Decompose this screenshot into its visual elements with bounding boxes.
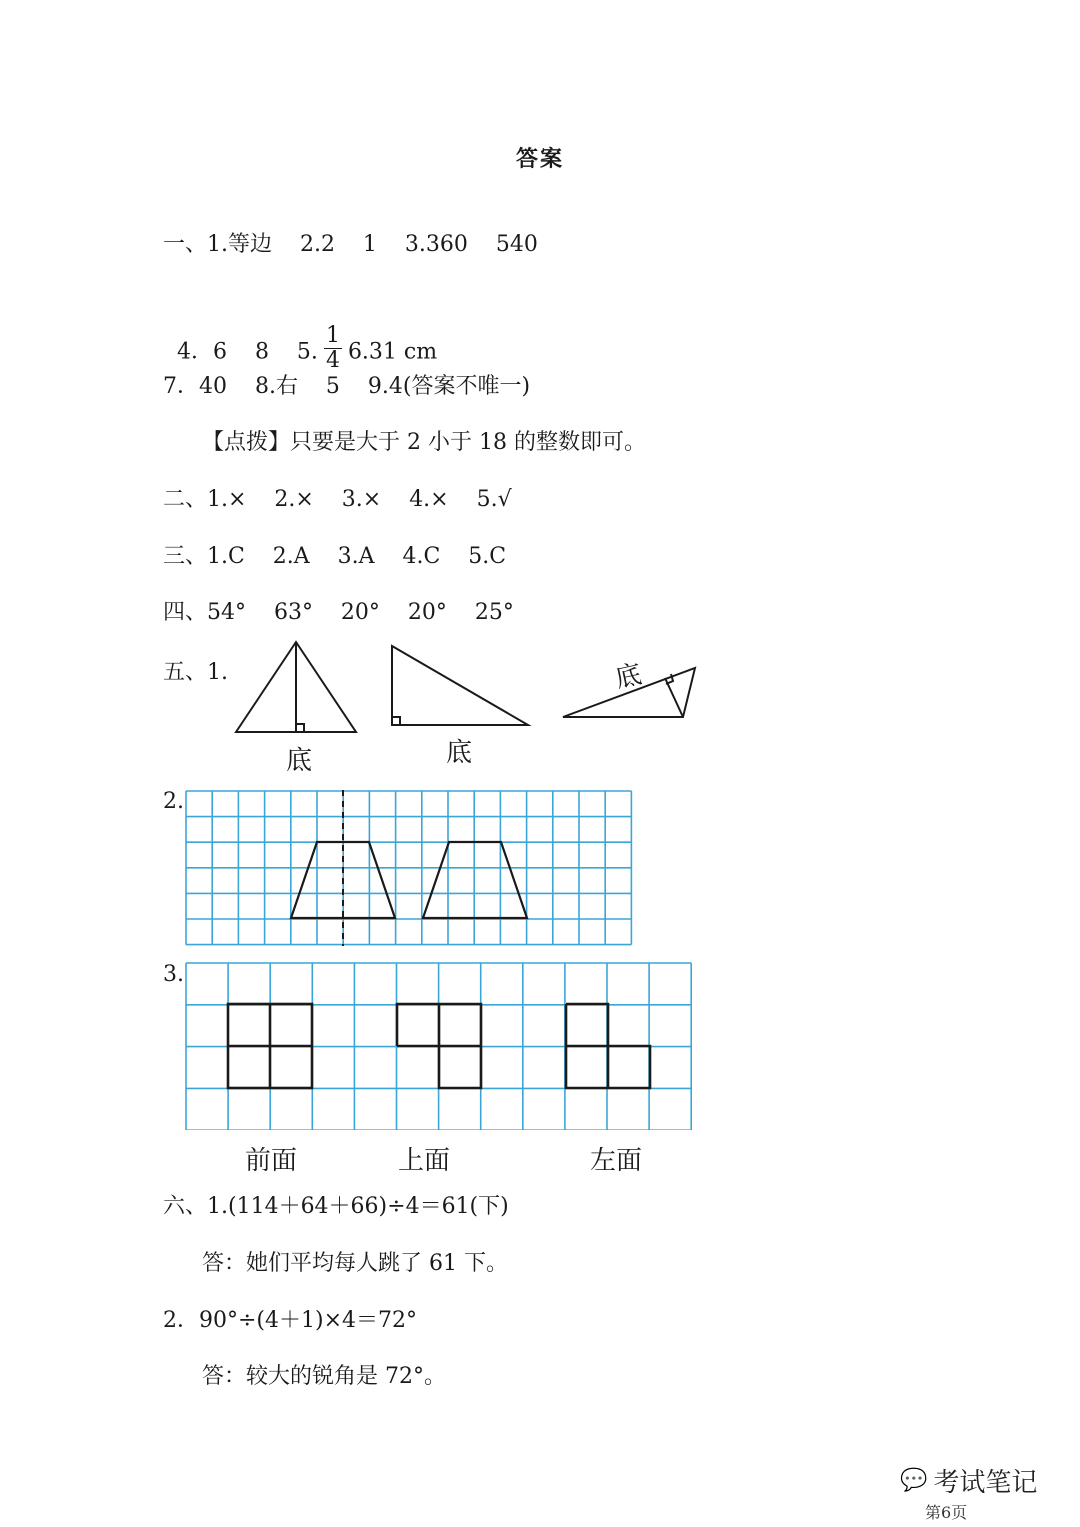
view-label-front: 前面 bbox=[245, 1146, 298, 1176]
answer-line-2-a: 4．6 8 5. bbox=[177, 339, 318, 365]
answer-line-2 bbox=[163, 298, 437, 377]
fraction bbox=[324, 324, 342, 373]
q6-1-equation: 六、1.(114＋64＋66)÷4＝61(下) bbox=[163, 1194, 509, 1219]
q5-2-label: 2. bbox=[163, 789, 184, 814]
fraction-denominator: 4 bbox=[325, 348, 340, 373]
watermark bbox=[900, 1462, 1037, 1499]
chat-bubble-icon: 💬 bbox=[900, 1468, 928, 1493]
base-label-2: 底 bbox=[446, 738, 473, 768]
answer-line-3: 7．40 8.右 5 9.4(答案不唯一) bbox=[163, 374, 531, 399]
q6-1-answer: 答：她们平均每人跳了 61 下。 bbox=[202, 1251, 508, 1276]
watermark-text: 考试笔记 bbox=[933, 1468, 1038, 1498]
base-label-3: 底 bbox=[612, 659, 645, 695]
view-label-left: 左面 bbox=[590, 1146, 643, 1176]
section-2-answers: 二、1.× 2.× 3.× 4.× 5.√ bbox=[163, 487, 512, 512]
triangle-2 bbox=[392, 646, 528, 725]
page-title: 答案 bbox=[515, 146, 564, 172]
answer-line-2-b: 6.31 cm bbox=[347, 339, 438, 365]
base-label-1: 底 bbox=[286, 746, 313, 776]
section-3-answers: 三、1.C 2.A 3.A 4.C 5.C bbox=[163, 544, 507, 569]
q6-2-answer: 答：较大的锐角是 72°。 bbox=[202, 1364, 446, 1389]
grid-figure-3 bbox=[185, 962, 697, 1130]
section-4-answers: 四、54° 63° 20° 20° 25° bbox=[163, 600, 514, 625]
fraction-numerator: 1 bbox=[325, 323, 340, 348]
grid-figure-2 bbox=[185, 790, 635, 946]
right-angle-mark-1 bbox=[296, 724, 304, 732]
q6-2-equation: 2．90°÷(4＋1)×4＝72° bbox=[163, 1308, 418, 1333]
view-label-top: 上面 bbox=[398, 1146, 451, 1176]
page-number: 第6页 bbox=[925, 1503, 968, 1522]
q5-3-label: 3. bbox=[163, 962, 184, 987]
answer-line-1: 一、1.等边 2.2 1 3.360 540 bbox=[163, 232, 538, 257]
q5-1-label: 五、1. bbox=[163, 660, 228, 685]
right-angle-mark-2 bbox=[392, 717, 400, 725]
grid-lines-2 bbox=[186, 791, 631, 945]
hint-text: 【点拨】只要是大于 2 小于 18 的整数即可。 bbox=[202, 430, 646, 455]
